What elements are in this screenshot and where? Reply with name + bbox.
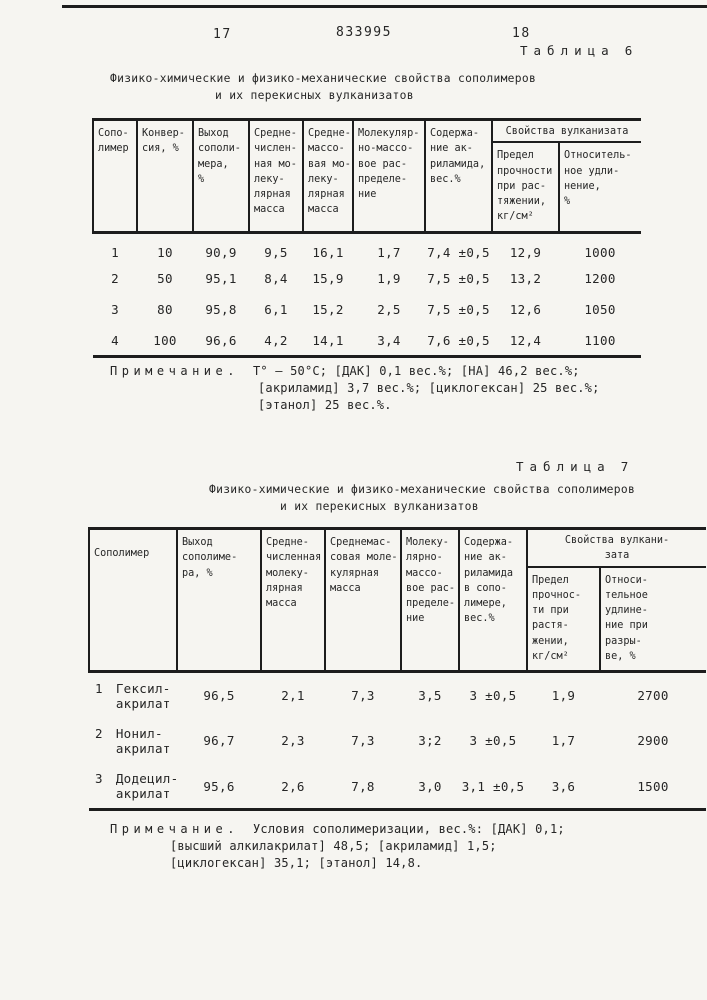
table-cell: 96,6: [205, 332, 237, 348]
table-cell: 80: [157, 302, 173, 318]
table-cell: 1: [111, 244, 119, 260]
table-cell: 2,1: [281, 688, 305, 704]
note-text: Т° – 50°С; [ДАК] 0,1 вес.%; [НА] 46,2 вес.%;: [252, 364, 580, 378]
table7-title-line1: Физико-химические и физико-механические свойства сополимеров: [209, 483, 636, 496]
t6-col-copolymer: Сопо- лимер: [93, 120, 137, 233]
table7-caption: [516, 459, 628, 474]
table-cell: 3: [111, 302, 119, 318]
table-cell: 7,5 ±0,5: [427, 302, 490, 318]
table7-note: [110, 821, 565, 872]
table-cell: 3,1 ±0,5: [461, 778, 525, 794]
copolymer-name-cell: [89, 718, 177, 764]
table-cell: 95,1: [205, 271, 237, 287]
table-cell: 7,6 ±0,5: [427, 332, 490, 348]
table-cell: 12,6: [509, 302, 542, 318]
t6-col-conversion: Конвер- сия, %: [137, 120, 193, 233]
table-cell: 2: [111, 271, 119, 287]
table-cell: 3,4: [377, 332, 401, 348]
table-row: [93, 294, 641, 325]
table-cell: 8,4: [264, 271, 288, 287]
t7-col-acrylamide: Содержа- ние ак- риламида в сопо- лимере, вес.%: [459, 529, 527, 672]
table-cell: 2,6: [281, 778, 305, 794]
t6-col-tensile: Предел прочности при рас- тяжении, кг/см²: [492, 142, 559, 232]
table6: [92, 118, 641, 358]
table-row: [93, 325, 641, 356]
table-cell: 95,6: [203, 778, 235, 794]
note-text: Условия сополимеризации, вес.%: [ДАК] 0,1;: [252, 822, 565, 836]
table6-caption-number: 6: [624, 43, 633, 58]
table-cell: 3,6: [551, 778, 576, 794]
table-cell: 12,4: [509, 332, 542, 348]
table-row: [93, 263, 641, 294]
table-cell: 1,7: [551, 733, 576, 749]
table6-note: [110, 363, 600, 414]
note-line: [акриламид] 3,7 вес.%; [циклогексан] 25 вес.%;: [258, 381, 600, 395]
copolymer-name-cell: [89, 764, 177, 810]
t6-col-mw: Средне- массо- вая мо- леку- лярная масса: [303, 120, 353, 233]
table-cell: 2700: [637, 688, 669, 704]
table-cell: 7,3: [351, 688, 375, 704]
row-number: 1: [95, 680, 103, 696]
note-label: Примечание.: [110, 822, 239, 836]
table-cell: 3;2: [418, 733, 442, 749]
page-number-right: 18: [512, 26, 531, 41]
t6-col-mwd: Молекуляр- но-массо- вое рас- пределе- ние: [353, 120, 425, 233]
copolymer-name: Додецил- акрилат: [115, 771, 179, 802]
table-cell: 90,9: [205, 244, 237, 260]
table-cell: 1,9: [551, 688, 576, 704]
table-cell: 13,2: [509, 271, 542, 287]
table-cell: 100: [153, 332, 177, 348]
table-cell: 1000: [584, 244, 616, 260]
table7-caption-word: Таблица: [516, 459, 611, 474]
table-cell: 1100: [584, 332, 616, 348]
note-line: [высший алкилакрилат] 48,5; [акриламид] 1,5;: [170, 839, 497, 853]
table-cell: 2900: [637, 733, 669, 749]
note-line: [этанол] 25 вес.%.: [258, 398, 392, 412]
note-label: Примечание.: [110, 364, 239, 378]
t7-col-elongation: Относи- тельное удлине- ние при разры- ве, %: [600, 567, 706, 672]
table-cell: 9,5: [264, 244, 288, 260]
page-top-rule: [62, 5, 707, 8]
note-line: [циклогексан] 35,1; [этанол] 14,8.: [170, 856, 423, 870]
table-cell: 1,7: [377, 244, 401, 260]
t6-col-elongation: Относитель- ное удли- нение, %: [559, 142, 641, 232]
table7: [88, 527, 706, 811]
table-row: [93, 232, 641, 263]
table-cell: 15,9: [312, 271, 344, 287]
t7-group-vulcanizate: Свойства вулкани- зата: [527, 529, 706, 567]
document-number: 833995: [336, 25, 392, 40]
table-cell: 7,3: [351, 733, 375, 749]
page-number-left: 17: [213, 27, 232, 42]
table-row: [89, 672, 706, 718]
t6-col-yield: Выход сополи- мера, %: [193, 120, 249, 233]
table-cell: 95,8: [205, 302, 237, 318]
t7-col-copolymer: Сополимер: [89, 529, 177, 672]
table-cell: 6,1: [264, 302, 288, 318]
table-cell: 4: [111, 332, 119, 348]
note-line: [110, 363, 600, 380]
table-cell: 96,5: [203, 688, 235, 704]
table-cell: 2,3: [281, 733, 305, 749]
table-cell: 1050: [584, 302, 616, 318]
table-cell: 1,9: [377, 271, 401, 287]
table-cell: 14,1: [312, 332, 344, 348]
copolymer-name-cell: [89, 672, 177, 718]
table-cell: 3,5: [418, 688, 442, 704]
t7-col-yield: Выход сополиме- ра, %: [177, 529, 261, 672]
row-number: 2: [95, 725, 103, 741]
table-cell: 7,5 ±0,5: [427, 271, 490, 287]
t7-col-mn: Средне- численная молеку- лярная масса: [261, 529, 325, 672]
table-cell: 4,2: [264, 332, 288, 348]
table-cell: 10: [157, 244, 173, 260]
t6-col-mn: Средне- числен- ная мо- леку- лярная масса: [249, 120, 303, 233]
table6-title-line2: и их перекисных вулканизатов: [215, 89, 414, 102]
table6-title-line1: Физико-химические и физико-механические свойства сополимеров: [110, 72, 537, 85]
table-cell: 7,4 ±0,5: [427, 244, 490, 260]
copolymer-name: Гексил- акрилат: [115, 680, 171, 711]
copolymer-name: Нонил- акрилат: [115, 725, 171, 756]
table-row: [89, 764, 706, 810]
table-cell: 15,2: [312, 302, 344, 318]
table6-caption-word: Таблица: [520, 43, 615, 58]
table-cell: 16,1: [312, 244, 344, 260]
table-cell: 3 ±0,5: [469, 688, 517, 704]
table-row: [89, 718, 706, 764]
note-line: [110, 821, 565, 838]
table6-caption: [520, 43, 632, 58]
t7-col-tensile: Предел прочнос- ти при растя- жении, кг/см²: [527, 567, 600, 672]
table-cell: 7,8: [351, 778, 375, 794]
table-cell: 2,5: [377, 302, 401, 318]
table-cell: 50: [157, 271, 173, 287]
table-cell: 3 ±0,5: [469, 733, 517, 749]
t7-col-mwd: Молеку- лярно- массо- вое рас- пределе- ние: [401, 529, 459, 672]
table-cell: 96,7: [203, 733, 235, 749]
t6-col-acrylamide: Содержа- ние ак- риламида, вес.%: [425, 120, 492, 233]
table-cell: 1500: [637, 778, 669, 794]
table7-caption-number: 7: [620, 459, 629, 474]
t6-group-vulcanizate: Свойства вулканизата: [492, 120, 641, 143]
t7-col-mw: Среднемас- совая моле- кулярная масса: [325, 529, 401, 672]
table-cell: 3,0: [418, 778, 442, 794]
row-number: 3: [95, 771, 103, 787]
table-cell: 1200: [584, 271, 616, 287]
table-cell: 12,9: [509, 244, 542, 260]
table7-title-line2: и их перекисных вулканизатов: [280, 500, 479, 513]
